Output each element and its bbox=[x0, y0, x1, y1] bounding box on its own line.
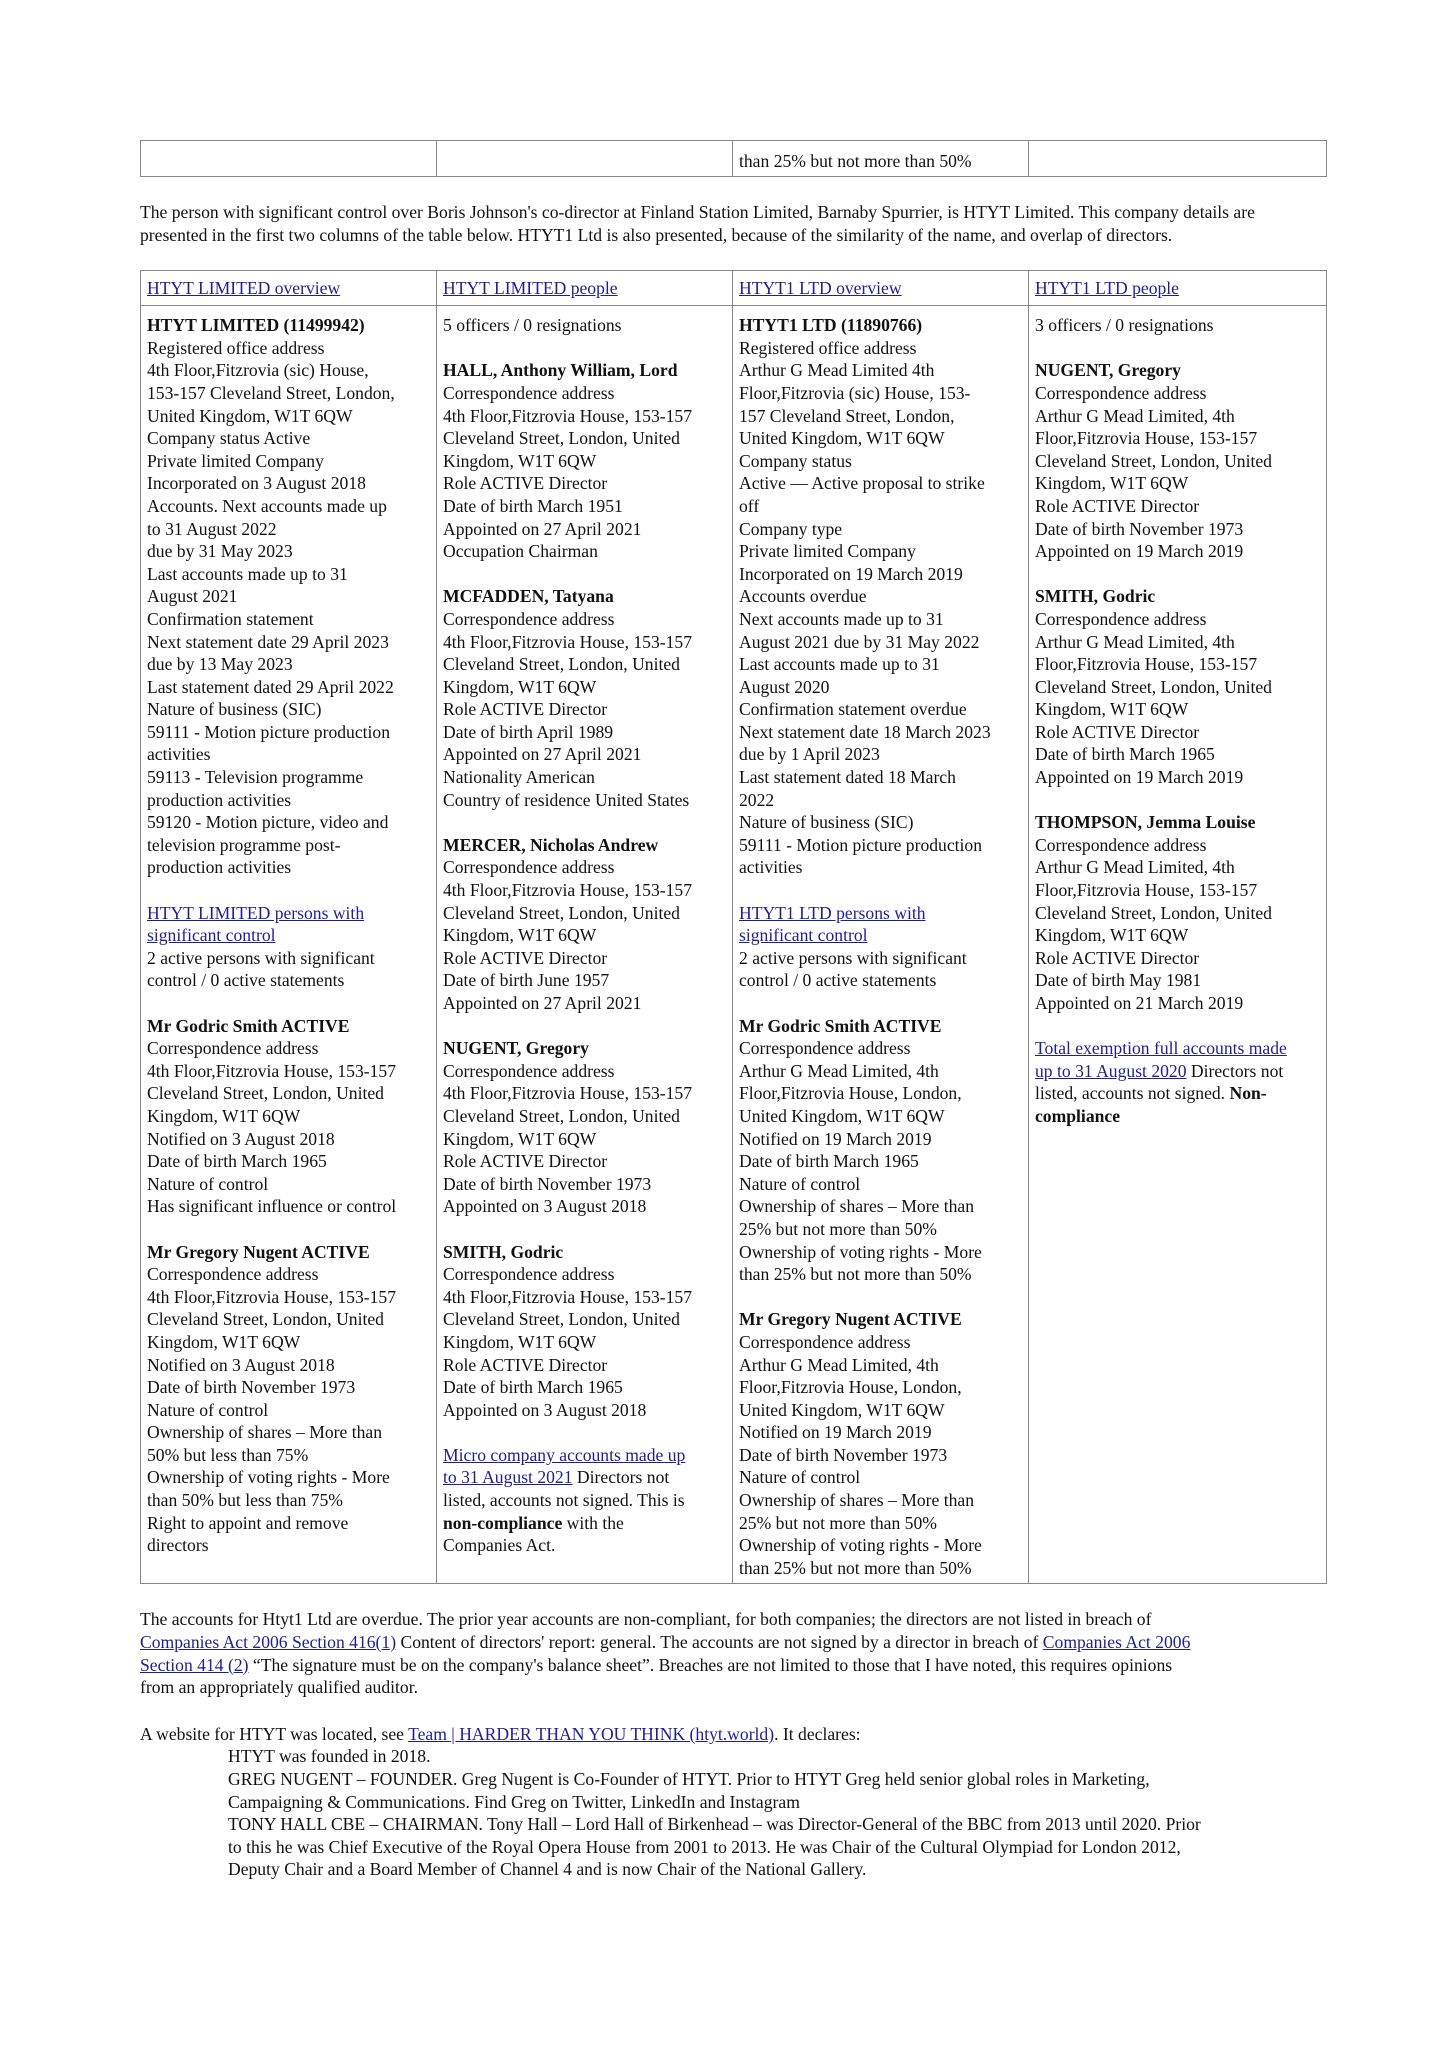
officer-title: THOMPSON, Jemma Louise bbox=[1035, 812, 1256, 833]
text-line: to this he was Chief Executive of the Royal Opera House from 2001 to 2013. He was Chair of the Cultural Olympiad for London 2012, bbox=[228, 1836, 1181, 1857]
text-line: control / 0 active statements bbox=[739, 970, 937, 991]
psc-person-details bbox=[147, 1037, 430, 1218]
text-line: Kingdom, W1T 6QW bbox=[443, 1331, 597, 1352]
company-details bbox=[739, 337, 1022, 879]
accounts-note: listed, accounts not signed. This is bbox=[443, 1490, 685, 1511]
header-htyt-overview bbox=[141, 271, 437, 306]
text-line: Notified on 19 March 2019 bbox=[739, 1128, 932, 1149]
text-line: 2022 bbox=[739, 789, 775, 810]
section-414-link[interactable]: Companies Act 2006 bbox=[1042, 1632, 1191, 1653]
text-line: 153-157 Cleveland Street, London, bbox=[147, 382, 395, 403]
text-line: Appointed on 27 April 2021 bbox=[443, 518, 642, 539]
text-line: Arthur G Mead Limited 4th bbox=[739, 360, 935, 381]
text-line: Arthur G Mead Limited, 4th bbox=[1035, 631, 1235, 652]
text-line: Nature of business (SIC) bbox=[739, 812, 914, 833]
text-line: Date of birth May 1981 bbox=[1035, 970, 1202, 991]
tail-cell-3: than 25% but not more than 50% bbox=[733, 141, 1029, 177]
text-line: Accounts overdue bbox=[739, 586, 867, 607]
text-line: Correspondence address bbox=[739, 1331, 911, 1352]
text-line: 4th Floor,Fitzrovia (sic) House, bbox=[147, 360, 369, 381]
htyt-overview-cell bbox=[141, 306, 437, 1584]
text-line: GREG NUGENT – FOUNDER. Greg Nugent is Co-Founder of HTYT. Prior to HTYT Greg held senior global roles in Marketing, bbox=[228, 1769, 1150, 1789]
htyt-overview-link[interactable]: HTYT LIMITED overview bbox=[147, 277, 341, 298]
psc-person-details bbox=[739, 1037, 1022, 1286]
text-line: Nationality American bbox=[443, 767, 595, 788]
text-line: Private limited Company bbox=[147, 450, 324, 471]
text-line: August 2021 due by 31 May 2022 bbox=[739, 631, 980, 652]
text-line: 157 Cleveland Street, London, bbox=[739, 405, 955, 426]
text-line: Date of birth November 1973 bbox=[443, 1173, 652, 1194]
text-line: 4th Floor,Fitzrovia House, 153-157 bbox=[443, 880, 693, 901]
text-line: Kingdom, W1T 6QW bbox=[147, 1105, 301, 1126]
text-line: Correspondence address bbox=[147, 1038, 319, 1059]
text-line: Cleveland Street, London, United bbox=[147, 1083, 384, 1104]
text-line: 59111 - Motion picture production bbox=[739, 834, 983, 855]
text-line: Kingdom, W1T 6QW bbox=[443, 676, 597, 697]
text-line: Role ACTIVE Director bbox=[1035, 947, 1200, 968]
text-line: 59111 - Motion picture production bbox=[147, 721, 391, 742]
text-line: Next statement date 18 March 2023 bbox=[739, 721, 991, 742]
text-line: Correspondence address bbox=[443, 1264, 615, 1285]
text-line: Floor,Fitzrovia House, London, bbox=[739, 1083, 962, 1104]
text-line: Cleveland Street, London, United bbox=[443, 1309, 680, 1330]
text-line: Date of birth November 1973 bbox=[739, 1444, 948, 1465]
website-paragraph bbox=[140, 1723, 1326, 1881]
section-416-link[interactable]: Companies Act 2006 Section 416(1) bbox=[140, 1632, 397, 1653]
psc-person-details bbox=[739, 1331, 1022, 1580]
text-line: Incorporated on 19 March 2019 bbox=[739, 563, 963, 584]
text-line: due by 13 May 2023 bbox=[147, 654, 293, 675]
htyt-website-link[interactable]: Team | HARDER THAN YOU THINK (htyt.world) bbox=[408, 1723, 775, 1744]
psc-person-details bbox=[147, 1263, 430, 1557]
company-table bbox=[140, 270, 1327, 1584]
officer-title: HALL, Anthony William, Lord bbox=[443, 360, 678, 381]
psc-summary bbox=[739, 947, 1022, 992]
text-line: Appointed on 3 August 2018 bbox=[443, 1196, 647, 1217]
text-line: August 2021 bbox=[147, 586, 238, 607]
breach-line: from an appropriately qualified auditor. bbox=[140, 1677, 418, 1698]
text-line: control / 0 active statements bbox=[147, 970, 345, 991]
noncompliance-label: Non- bbox=[1229, 1083, 1267, 1104]
text-line: Cleveland Street, London, United bbox=[147, 1309, 384, 1330]
text-line: Role ACTIVE Director bbox=[1035, 721, 1200, 742]
text-line: Date of birth March 1965 bbox=[443, 1377, 623, 1398]
text-line: Correspondence address bbox=[443, 382, 615, 403]
text-line: Ownership of shares – More than bbox=[739, 1490, 975, 1511]
text-line: Arthur G Mead Limited, 4th bbox=[739, 1354, 939, 1375]
text-line: Nature of control bbox=[739, 1467, 861, 1488]
text-line: Notified on 3 August 2018 bbox=[147, 1354, 335, 1375]
accounts-note: Directors not bbox=[1186, 1060, 1284, 1081]
officer-details bbox=[443, 1263, 726, 1421]
htyt1-people-link[interactable]: HTYT1 LTD people bbox=[1035, 277, 1179, 298]
text-line: Kingdom, W1T 6QW bbox=[443, 450, 597, 471]
text-line: Ownership of shares – More than bbox=[739, 1196, 975, 1217]
text-line: Nature of control bbox=[147, 1173, 269, 1194]
officer-title: SMITH, Godric bbox=[1035, 586, 1156, 607]
text-line: 25% but not more than 50% bbox=[739, 1218, 937, 1239]
text-line: Active — Active proposal to strike bbox=[739, 473, 985, 494]
accounts-note: listed, accounts not signed. bbox=[1035, 1083, 1230, 1104]
text-line: Correspondence address bbox=[739, 1038, 911, 1059]
text-line: Kingdom, W1T 6QW bbox=[443, 925, 597, 946]
text-line: Has significant influence or control bbox=[147, 1196, 397, 1217]
accounts-link-cont[interactable]: up to 31 August 2020 bbox=[1035, 1060, 1187, 1081]
text-line: Appointed on 27 April 2021 bbox=[443, 744, 642, 765]
text-line: Correspondence address bbox=[443, 608, 615, 629]
text-line: Last accounts made up to 31 bbox=[147, 563, 348, 584]
header-htyt1-overview bbox=[733, 271, 1029, 306]
text-line: Kingdom, W1T 6QW bbox=[1035, 699, 1189, 720]
text-line: Cleveland Street, London, United bbox=[443, 654, 680, 675]
accounts-link[interactable]: Total exemption full accounts made bbox=[1035, 1038, 1287, 1059]
accounts-note: Directors not bbox=[572, 1467, 670, 1488]
text-line: Kingdom, W1T 6QW bbox=[443, 1128, 597, 1149]
text-line: off bbox=[739, 495, 760, 516]
text-line: Incorporated on 3 August 2018 bbox=[147, 473, 366, 494]
officer-title: MCFADDEN, Tatyana bbox=[443, 586, 614, 607]
htyt-people-cell bbox=[437, 306, 733, 1584]
text-line: Kingdom, W1T 6QW bbox=[147, 1331, 301, 1352]
accounts-link-cont[interactable]: to 31 August 2021 bbox=[443, 1467, 573, 1488]
text-line: Correspondence address bbox=[1035, 382, 1207, 403]
officer-title: NUGENT, Gregory bbox=[443, 1038, 589, 1059]
company-title: HTYT LIMITED (11499942) bbox=[147, 315, 365, 336]
officer-details bbox=[1035, 608, 1320, 789]
text-line: directors bbox=[147, 1535, 209, 1556]
text-line: production activities bbox=[147, 789, 292, 810]
text-line: 59120 - Motion picture, video and bbox=[147, 812, 389, 833]
text-line: Date of birth April 1989 bbox=[443, 721, 614, 742]
text-line: 4th Floor,Fitzrovia House, 153-157 bbox=[443, 405, 693, 426]
text-line: Notified on 19 March 2019 bbox=[739, 1422, 932, 1443]
text-line: to 31 August 2022 bbox=[147, 518, 277, 539]
text-line: Ownership of shares – More than bbox=[147, 1422, 383, 1443]
text-line: Cleveland Street, London, United bbox=[1035, 450, 1272, 471]
website-text: . It declares: bbox=[774, 1723, 861, 1744]
text-line: 2 active persons with significant bbox=[739, 947, 967, 968]
psc-person-title: Mr Gregory Nugent ACTIVE bbox=[739, 1309, 962, 1330]
officer-details bbox=[443, 608, 726, 811]
text-line: Cleveland Street, London, United bbox=[443, 1105, 680, 1126]
text-line: Floor,Fitzrovia House, London, bbox=[739, 1377, 962, 1398]
breach-paragraph bbox=[140, 1608, 1326, 1698]
text-line: Last statement dated 29 April 2022 bbox=[147, 676, 394, 697]
text-line: Correspondence address bbox=[443, 1060, 615, 1081]
header-htyt1-people bbox=[1029, 271, 1327, 306]
company-title: HTYT1 LTD (11890766) bbox=[739, 315, 923, 336]
text-line: Occupation Chairman bbox=[443, 541, 598, 562]
text-line: Arthur G Mead Limited, 4th bbox=[739, 1060, 939, 1081]
psc-link[interactable]: HTYT LIMITED persons with bbox=[147, 902, 365, 923]
header-htyt-people bbox=[437, 271, 733, 306]
text-line: TONY HALL CBE – CHAIRMAN. Tony Hall – Lord Hall of Birkenhead – was Director-General of the BBC from 2013 until 2020. Prior bbox=[228, 1814, 1201, 1835]
breach-text: Content of directors' report: general. The accounts are not signed by a director in breach of bbox=[396, 1632, 1043, 1653]
website-text: A website for HTYT was located, see bbox=[140, 1723, 409, 1744]
htyt1-overview-link[interactable]: HTYT1 LTD overview bbox=[739, 277, 902, 298]
text-line: 4th Floor,Fitzrovia House, 153-157 bbox=[147, 1286, 397, 1307]
text-line: Arthur G Mead Limited, 4th bbox=[1035, 405, 1235, 426]
text-line: Role ACTIVE Director bbox=[1035, 495, 1200, 516]
company-details bbox=[147, 337, 430, 879]
text-line: Next accounts made up to 31 bbox=[739, 608, 944, 629]
text-line: due by 1 April 2023 bbox=[739, 744, 880, 765]
tail-cell-4 bbox=[1029, 141, 1327, 177]
officer-details bbox=[443, 1060, 726, 1218]
text-line: Appointed on 19 March 2019 bbox=[1035, 541, 1244, 562]
text-line: 2 active persons with significant bbox=[147, 947, 375, 968]
document-page bbox=[140, 140, 1326, 1881]
officer-title: NUGENT, Gregory bbox=[1035, 360, 1181, 381]
text-line: 4th Floor,Fitzrovia House, 153-157 bbox=[443, 1286, 693, 1307]
accounts-link[interactable]: Micro company accounts made up bbox=[443, 1444, 686, 1465]
officer-details bbox=[1035, 834, 1320, 1015]
htyt-people-link[interactable]: HTYT LIMITED people bbox=[443, 277, 618, 298]
text-line: Date of birth March 1951 bbox=[443, 495, 623, 516]
psc-link-cont[interactable]: significant control bbox=[739, 925, 868, 946]
text-line: Date of birth June 1957 bbox=[443, 970, 610, 991]
text-line: production activities bbox=[147, 857, 292, 878]
text-line: Company type bbox=[739, 518, 843, 539]
psc-link[interactable]: HTYT1 LTD persons with bbox=[739, 902, 926, 923]
text-line: Role ACTIVE Director bbox=[443, 1354, 608, 1375]
text-line: Nature of business (SIC) bbox=[147, 699, 322, 720]
text-line: Confirmation statement overdue bbox=[739, 699, 967, 720]
text-line: Date of birth March 1965 bbox=[739, 1151, 919, 1172]
text-line: Deputy Chair and a Board Member of Channel 4 and is now Chair of the National Gallery. bbox=[228, 1859, 867, 1880]
text-line: Arthur G Mead Limited, 4th bbox=[1035, 857, 1235, 878]
text-line: Campaigning & Communications. Find Greg on Twitter, LinkedIn and Instagram bbox=[228, 1791, 800, 1812]
accounts-note: with the bbox=[562, 1512, 624, 1533]
text-line: than 25% but not more than 50% bbox=[739, 1264, 972, 1285]
text-line: activities bbox=[147, 744, 211, 765]
text-line: Date of birth November 1973 bbox=[147, 1377, 356, 1398]
text-line: Last accounts made up to 31 bbox=[739, 654, 940, 675]
text-line: Company status bbox=[739, 450, 852, 471]
officers-summary: 5 officers / 0 resignations bbox=[443, 315, 622, 336]
text-line: Date of birth March 1965 bbox=[1035, 744, 1215, 765]
text-line: Next statement date 29 April 2023 bbox=[147, 631, 389, 652]
text-line: Last statement dated 18 March bbox=[739, 767, 956, 788]
text-line: Floor,Fitzrovia (sic) House, 153- bbox=[739, 382, 971, 403]
text-line: activities bbox=[739, 857, 803, 878]
psc-person-title: Mr Godric Smith ACTIVE bbox=[739, 1015, 942, 1036]
text-line: Cleveland Street, London, United bbox=[1035, 676, 1272, 697]
text-line: due by 31 May 2023 bbox=[147, 541, 293, 562]
text-line: Date of birth March 1965 bbox=[147, 1151, 327, 1172]
noncompliance-label: compliance bbox=[1035, 1105, 1121, 1126]
text-line: Role ACTIVE Director bbox=[443, 473, 608, 494]
text-line: Floor,Fitzrovia House, 153-157 bbox=[1035, 880, 1258, 901]
text-line: than 25% but not more than 50% bbox=[739, 1557, 972, 1578]
text-line: Appointed on 21 March 2019 bbox=[1035, 993, 1244, 1013]
text-line: 4th Floor,Fitzrovia House, 153-157 bbox=[147, 1060, 397, 1081]
text-line: Right to appoint and remove bbox=[147, 1512, 349, 1533]
text-line: 25% but not more than 50% bbox=[739, 1512, 937, 1533]
previous-table-tail bbox=[140, 140, 1327, 177]
text-line: television programme post- bbox=[147, 834, 341, 855]
officer-title: SMITH, Godric bbox=[443, 1241, 564, 1262]
officer-title: MERCER, Nicholas Andrew bbox=[443, 834, 659, 855]
text-line: Correspondence address bbox=[443, 857, 615, 878]
officers-summary: 3 officers / 0 resignations bbox=[1035, 315, 1214, 336]
psc-person-title: Mr Gregory Nugent ACTIVE bbox=[147, 1241, 370, 1262]
text-line: Registered office address bbox=[147, 337, 325, 358]
noncompliance-label: non-compliance bbox=[443, 1512, 563, 1533]
breach-line: The accounts for Htyt1 Ltd are overdue. The prior year accounts are non-compliant, for both companies; the directors are not listed in breach of bbox=[140, 1609, 1152, 1630]
text-line: Correspondence address bbox=[1035, 608, 1207, 629]
text-line: Role ACTIVE Director bbox=[443, 1151, 608, 1172]
tail-cell-2 bbox=[437, 141, 733, 177]
text-line: August 2020 bbox=[739, 676, 830, 697]
text-line: Kingdom, W1T 6QW bbox=[1035, 473, 1189, 494]
text-line: Nature of control bbox=[739, 1173, 861, 1194]
tail-cell-1 bbox=[141, 141, 437, 177]
text-line: Cleveland Street, London, United bbox=[443, 902, 680, 923]
text-line: Floor,Fitzrovia House, 153-157 bbox=[1035, 428, 1258, 449]
text-line: United Kingdom, W1T 6QW bbox=[147, 405, 353, 426]
text-line: Appointed on 19 March 2019 bbox=[1035, 767, 1244, 788]
text-line: Ownership of voting rights - More bbox=[739, 1535, 982, 1556]
section-414-link-cont[interactable]: Section 414 (2) bbox=[140, 1654, 249, 1675]
text-line: Cleveland Street, London, United bbox=[1035, 902, 1272, 923]
text-line: Correspondence address bbox=[147, 1264, 319, 1285]
text-line: Role ACTIVE Director bbox=[443, 699, 608, 720]
text-line: Private limited Company bbox=[739, 541, 916, 562]
text-line: Role ACTIVE Director bbox=[443, 947, 608, 968]
text-line: Correspondence address bbox=[1035, 834, 1207, 855]
text-line: Cleveland Street, London, United bbox=[443, 428, 680, 449]
text-line: HTYT was founded in 2018. bbox=[228, 1746, 431, 1767]
text-line: Company status Active bbox=[147, 428, 311, 449]
breach-text: “The signature must be on the company's balance sheet”. Breaches are not limited to those that I have noted, this requires opinions bbox=[248, 1654, 1173, 1675]
text-line: Accounts. Next accounts made up bbox=[147, 495, 387, 516]
text-line: 59113 - Television programme bbox=[147, 767, 364, 788]
text-line: Nature of control bbox=[147, 1399, 269, 1420]
officer-details bbox=[443, 382, 726, 563]
text-line: United Kingdom, W1T 6QW bbox=[739, 1399, 945, 1420]
text-line: Appointed on 27 April 2021 bbox=[443, 993, 642, 1013]
psc-summary bbox=[147, 947, 430, 992]
text-line: 4th Floor,Fitzrovia House, 153-157 bbox=[443, 1083, 693, 1104]
text-line: 50% but less than 75% bbox=[147, 1444, 309, 1465]
text-line: Kingdom, W1T 6QW bbox=[1035, 925, 1189, 946]
text-line: Floor,Fitzrovia House, 153-157 bbox=[1035, 654, 1258, 675]
text-line: Notified on 3 August 2018 bbox=[147, 1128, 335, 1149]
text-line: United Kingdom, W1T 6QW bbox=[739, 428, 945, 449]
text-line: Confirmation statement bbox=[147, 608, 314, 629]
psc-link-cont[interactable]: significant control bbox=[147, 925, 276, 946]
intro-paragraph: The person with significant control over Boris Johnson's co-director at Finland Station Limited, Barnaby Spurrier, is HTYT Limited. This company details are presented in the first two columns of the table below. HTYT1 Ltd is also presented, because of the similarity of the name, and overlap of directors. bbox=[140, 202, 1255, 245]
text-line: Appointed on 3 August 2018 bbox=[443, 1399, 647, 1420]
text-line: Ownership of voting rights - More bbox=[739, 1241, 982, 1262]
officer-details bbox=[1035, 382, 1320, 563]
psc-person-title: Mr Godric Smith ACTIVE bbox=[147, 1015, 350, 1036]
text-line: than 50% but less than 75% bbox=[147, 1490, 343, 1511]
text-line: United Kingdom, W1T 6QW bbox=[739, 1105, 945, 1126]
officer-details bbox=[443, 856, 726, 1014]
text-line: Registered office address bbox=[739, 337, 917, 358]
text-line: Country of residence United States bbox=[443, 789, 690, 810]
text-line: Ownership of voting rights - More bbox=[147, 1467, 390, 1488]
htyt1-overview-cell bbox=[733, 306, 1029, 1584]
text-line: 4th Floor,Fitzrovia House, 153-157 bbox=[443, 631, 693, 652]
htyt1-people-cell bbox=[1029, 306, 1327, 1584]
website-quote bbox=[140, 1745, 1326, 1881]
accounts-note: Companies Act. bbox=[443, 1535, 556, 1556]
text-line: Date of birth November 1973 bbox=[1035, 518, 1244, 539]
